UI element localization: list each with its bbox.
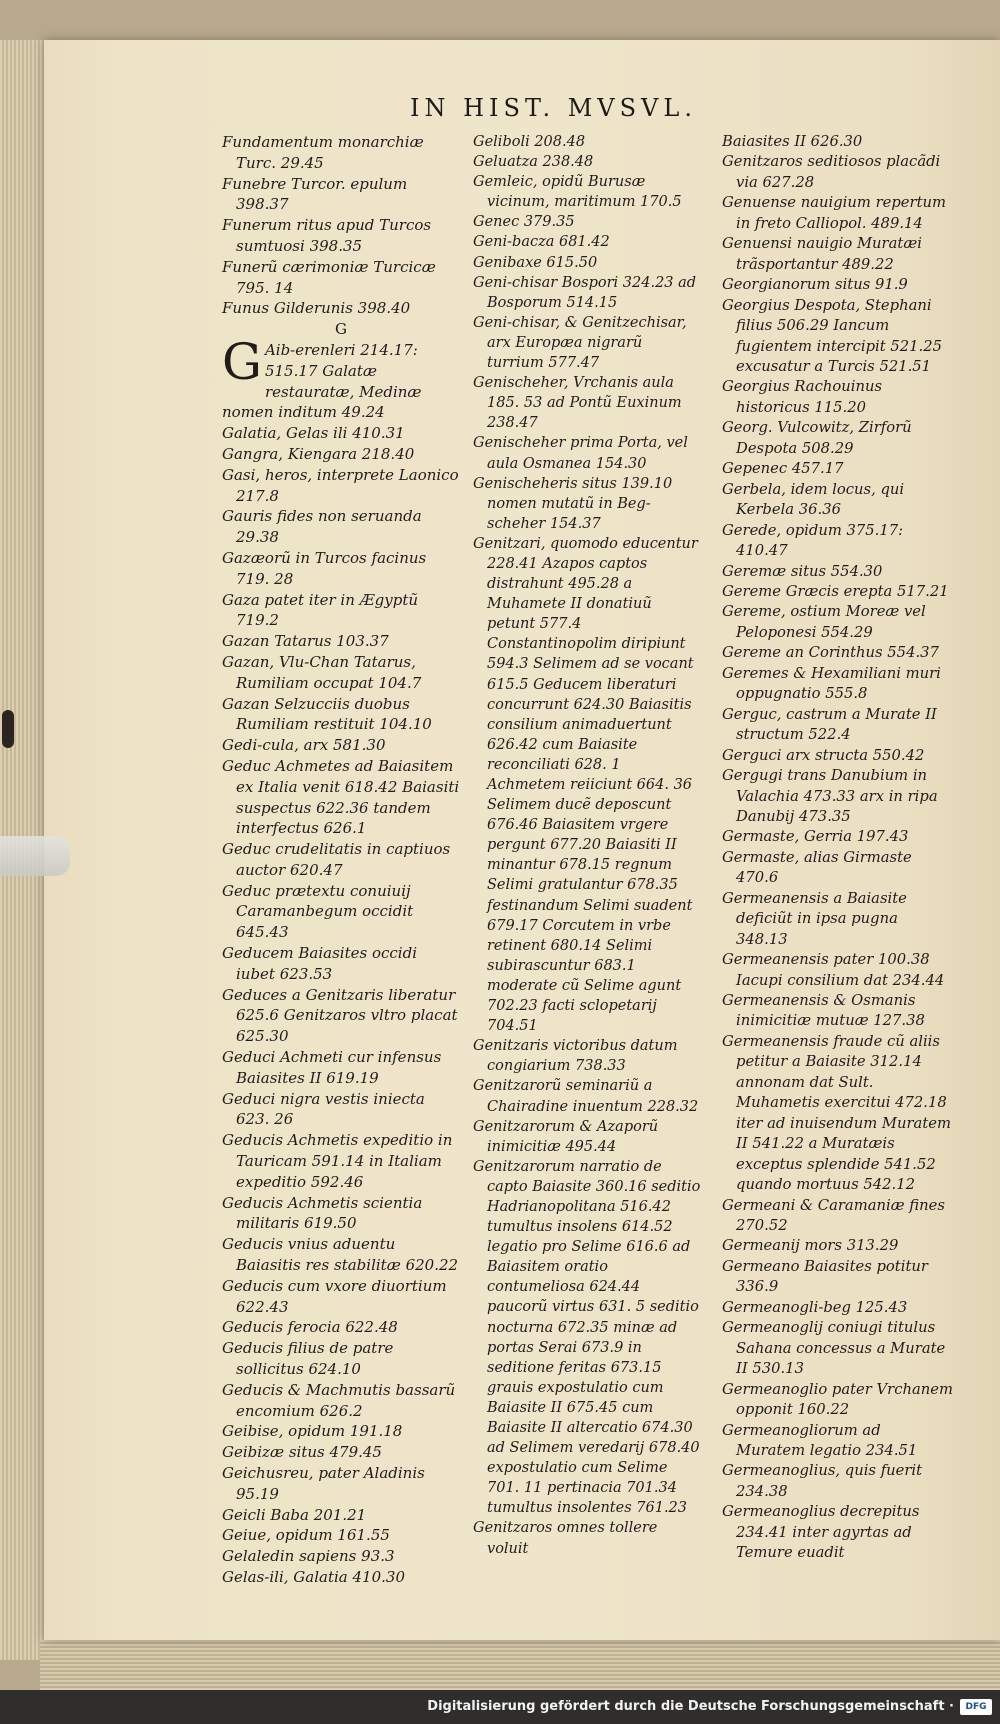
index-entry: Germeanensis fraude cũ aliis petitur a Baiasite 312.14 annonam dat Sult. Muhametis exercitui 472.18 iter ad inuisendum Muratem II 541.22 a Muratæis exceptus splendide 541.52 quando mortuus 542.12 bbox=[722, 1032, 951, 1194]
footer-text: Digitalisierung gefördert durch die Deutsche Forschungsgemeinschaft · bbox=[427, 1699, 954, 1714]
index-entry: Germaste, alias Girmaste 470.6 bbox=[722, 848, 912, 887]
running-head: IN HIST. MVSVL. bbox=[410, 94, 697, 122]
letter-heading: G bbox=[335, 320, 347, 339]
index-entry: Germeanensis & Osmanis inimicitiæ mutuæ 127.38 bbox=[722, 992, 925, 1030]
index-entry: Geduci Achmeti cur infensus Baiasites II 619.19 bbox=[222, 1048, 442, 1087]
index-entry: Funerũ cærimoniæ Turcicæ 795. 14 bbox=[222, 257, 436, 297]
index-entry-g-first bbox=[222, 332, 460, 423]
index-entry: Geibise, opidum 191.18 bbox=[222, 1422, 403, 1441]
index-column-3 bbox=[722, 132, 954, 1564]
index-entry: Gauris fides non seruanda 29.38 bbox=[222, 507, 422, 547]
index-entry: Genischeher prima Porta, vel aula Osmanea 154.30 bbox=[473, 435, 688, 472]
index-entry: Geibizæ situs 479.45 bbox=[222, 1443, 382, 1462]
index-entry: Germeano Baiasites potitur 336.9 bbox=[722, 1257, 928, 1296]
index-entry: Gemleic, opidũ Burusæ vicinum, maritimum 170.5 bbox=[473, 174, 682, 211]
index-entry: Georgius Rachouinus historicus 115.20 bbox=[722, 378, 883, 416]
index-entry: Geni-chisar Bospori 324.23 ad Bosporum 514.15 bbox=[473, 274, 697, 311]
index-entry: Gazan Selzucciis duobus Rumiliam restituit 104.10 bbox=[222, 694, 432, 734]
index-entry: Gergugi trans Danubium in Valachia 473.33 arx in ripa Danubij 473.35 bbox=[722, 767, 938, 825]
index-entry: Gereme Græcis erepta 517.21 bbox=[722, 582, 949, 600]
index-entry: Gereme, ostium Moreæ vel Peloponesi 554.29 bbox=[722, 603, 926, 641]
index-entry: Germeanensis a Baiasite deficiũt in ipsa pugna 348.13 bbox=[722, 889, 907, 948]
index-entry: Genitzarorum narratio de capto Baiasite 360.16 seditio Hadrianopolitana 516.42 tumultus insolens 614.52 legatio pro Selime 616.6 ad Baiasitem oratio contumeliosa 624.44 paucorũ virtus 631. 5 seditio nocturna 672.35 minæ ad portas Serai 673.9 in seditione feritas 673.15 grauis expostulatio cum Baiasite II 675.45 cum Baiasite II altercatio 674.30 ad Selimem veredarij 678.40 expostulatio cum Selime 701. 11 pertinacia 701.34 tumultus insolentes 761.23 bbox=[473, 1158, 701, 1517]
index-entry: Georgianorum situs 91.9 bbox=[722, 276, 908, 294]
index-entry: Genitzarorũ seminariũ a Chairadine inuentum 228.32 bbox=[473, 1078, 699, 1115]
index-entry: Geducis vnius aduentu Baiasitis res stabilitæ 620.22 bbox=[222, 1235, 459, 1275]
index-entry: Geducis cum vxore diuortium 622.43 bbox=[222, 1276, 447, 1316]
index-entry: Genec 379.35 bbox=[473, 214, 575, 231]
index-entry: Geducis filius de patre sollicitus 624.10 bbox=[222, 1339, 394, 1379]
index-entry: Germeanogli-beg 125.43 bbox=[722, 1298, 908, 1316]
index-entry: Germaste, Gerria 197.43 bbox=[722, 828, 909, 846]
index-entry: Geduc prætextu conuiuij Caramanbegum occidit 645.43 bbox=[222, 881, 414, 942]
index-entry: Gerede, opidum 375.17: 410.47 bbox=[722, 521, 904, 560]
index-entry: Gepenec 457.17 bbox=[722, 460, 844, 478]
index-entry: Geducem Baiasites occidi iubet 623.53 bbox=[222, 944, 417, 983]
index-entry: Gedi-cula, arx 581.30 bbox=[222, 736, 386, 755]
index-entry: Gerguc, castrum a Murate II structum 522.4 bbox=[722, 705, 937, 744]
index-entry: Funerum ritus apud Turcos sumtuosi 398.35 bbox=[222, 216, 432, 255]
index-column-2 bbox=[473, 132, 703, 1559]
index-entry: Genibaxe 615.50 bbox=[473, 254, 598, 271]
index-entry-text: Aib-erenleri 214.17: 515.17 Galatæ restauratæ, Medinæ nomen inditum 49.24 bbox=[222, 340, 422, 422]
index-entry: Genitzarorum & Azaporũ inimicitiæ 495.44 bbox=[473, 1118, 659, 1155]
index-entry: Geremes & Hexamiliani muri oppugnatio 555.8 bbox=[722, 664, 941, 703]
index-entry: Geducis Achmetis expeditio in Tauricam 591.14 in Italiam expeditio 592.46 bbox=[222, 1131, 453, 1191]
index-entry: Geduc Achmetes ad Baiasitem ex Italia venit 618.42 Baiasiti suspectus 622.36 tandem interfectus 626.1 bbox=[222, 756, 460, 838]
index-entry: Gerbela, idem locus, qui Kerbela 36.36 bbox=[722, 480, 905, 519]
binding-hole bbox=[2, 710, 14, 748]
index-entry: Genitzari, quomodo educentur 228.41 Azapos captos distrahunt 495.28 a Muhamete II donatiuũ petunt 577.4 Constantinopolim diripiunt 594.3 Selimem ad se vocant 615.5 Geducem liberaturi concurrunt 624.30 Baiasitis consilium animaduertunt 626.42 cum Baiasite reconciliati 628. 1 Achmetem reiiciunt 664. 36 Selimem ducẽ deposcunt 676.46 Baiasitem vrgere pergunt 677.20 Baiasiti II minantur 678.15 regnum Selimi gratulantur 678.35 festinandum Selimi suadent 679.17 Corcutem in vrbe retinent 680.14 Selimi subirascuntur 683.1 moderate cũ Selime agunt 702.23 facti sclopetarij 704.51 bbox=[473, 535, 698, 1035]
bookmark-strip bbox=[0, 836, 70, 876]
index-entry: Geduc crudelitatis in captiuos auctor 620.47 bbox=[222, 840, 451, 879]
index-entry: Geducis ferocia 622.48 bbox=[222, 1318, 398, 1337]
index-entry: Germeanensis pater 100.38 Iacupi consilium dat 234.44 bbox=[722, 951, 945, 989]
index-entry: Germeanoglius, quis fuerit 234.38 bbox=[722, 1462, 923, 1500]
index-entry: Geducis & Machmutis bassarũ encomium 626.2 bbox=[222, 1380, 456, 1420]
index-entry: Genuense nauigium repertum in freto Calliopol. 489.14 bbox=[722, 194, 946, 232]
index-entry: Germeanoglij coniugi titulus Sahana concessus a Murate II 530.13 bbox=[722, 1319, 946, 1378]
index-entry: Gasi, heros, interprete Laonico 217.8 bbox=[222, 465, 459, 505]
index-entry: Geicli Baba 201.21 bbox=[222, 1505, 367, 1524]
index-entry: Genitzaros seditiosos placãdi via 627.28 bbox=[722, 153, 941, 191]
index-entry: Gangra, Kiengara 218.40 bbox=[222, 444, 415, 463]
index-entry: Germeanoglius decrepitus 234.41 inter agyrtas ad Temure euadit bbox=[722, 1503, 920, 1562]
index-entry: Geduci nigra vestis iniecta 623. 26 bbox=[222, 1089, 425, 1129]
index-entry: Funus Gilderunis 398.40 bbox=[222, 299, 411, 318]
index-entry: Galatia, Gelas ili 410.31 bbox=[222, 424, 405, 443]
digitization-footer bbox=[0, 1690, 1000, 1724]
index-entry: Genischeheris situs 139.10 nomen mutatũ in Beg-scheher 154.37 bbox=[473, 475, 673, 532]
index-entry: Geichusreu, pater Aladinis 95.19 bbox=[222, 1464, 425, 1503]
index-entry: Genischeher, Vrchanis aula 185. 53 ad Pontũ Euxinum 238.47 bbox=[473, 375, 682, 432]
index-entry: Geni-bacza 681.42 bbox=[473, 234, 610, 251]
page-edges-bottom bbox=[40, 1640, 1000, 1690]
index-entry: Geni-chisar, & Genitzechisar, arx Europæa nigrarũ turrium 577.47 bbox=[473, 314, 687, 372]
index-entry: Genuensi nauigio Muratæi trãsportantur 489.22 bbox=[722, 235, 922, 273]
index-entry: Gazæorũ in Turcos facinus 719. 28 bbox=[222, 548, 427, 588]
index-entry: Gerguci arx structa 550.42 bbox=[722, 746, 925, 764]
index-entry: Germeanogliorum ad Muratem legatio 234.51 bbox=[722, 1421, 918, 1459]
index-entry: Geliboli 208.48 bbox=[473, 134, 586, 150]
index-entry: Genitzaris victoribus datum congiarium 738.33 bbox=[473, 1038, 678, 1075]
index-entry: Gelaledin sapiens 93.3 bbox=[222, 1547, 395, 1566]
index-entry: Geremæ situs 554.30 bbox=[722, 562, 883, 580]
index-entry: Genitzaros omnes tollere voluit bbox=[473, 1520, 658, 1557]
index-entry: Gereme an Corinthus 554.37 bbox=[722, 644, 939, 662]
index-entry: Baiasites II 626.30 bbox=[722, 133, 863, 150]
index-entry: Gazan, Vlu-Chan Tatarus, Rumiliam occupat 104.7 bbox=[222, 652, 422, 692]
index-entry: Funebre Turcor. epulum 398.37 bbox=[222, 174, 408, 214]
index-entry: Germeani & Caramaniæ fines 270.52 bbox=[722, 1196, 945, 1235]
index-entry: Geluatza 238.48 bbox=[473, 154, 594, 171]
index-entry: Geducis Achmetis scientia militaris 619.50 bbox=[222, 1193, 423, 1233]
index-entry: Gaza patet iter in Ægyptũ 719.2 bbox=[222, 590, 419, 630]
index-entry: Geduces a Genitzaris liberatur 625.6 Genitzaros vltro placat 625.30 bbox=[222, 985, 458, 1046]
index-entry: Gazan Tatarus 103.37 bbox=[222, 632, 389, 651]
index-entry: Geiue, opidum 161.55 bbox=[222, 1526, 390, 1545]
index-entry: Gelas-ili, Galatia 410.30 bbox=[222, 1567, 405, 1586]
dfg-logo: DFG bbox=[960, 1699, 992, 1715]
index-entry: Germeanoglio pater Vrchanem opponit 160.22 bbox=[722, 1380, 954, 1419]
index-entry: Fundamentum monarchiæ Turc. 29.45 bbox=[222, 133, 424, 172]
index-entry: Georgius Despota, Stephani filius 506.29 Iancum fugientem intercipit 521.25 excusatur a Turcis 521.51 bbox=[722, 296, 942, 375]
index-entry: Germeanij mors 313.29 bbox=[722, 1237, 899, 1255]
index-column-1 bbox=[222, 132, 460, 1588]
drop-cap: G bbox=[222, 332, 262, 391]
index-entry: Georg. Vulcowitz, Zirforũ Despota 508.29 bbox=[722, 419, 912, 457]
